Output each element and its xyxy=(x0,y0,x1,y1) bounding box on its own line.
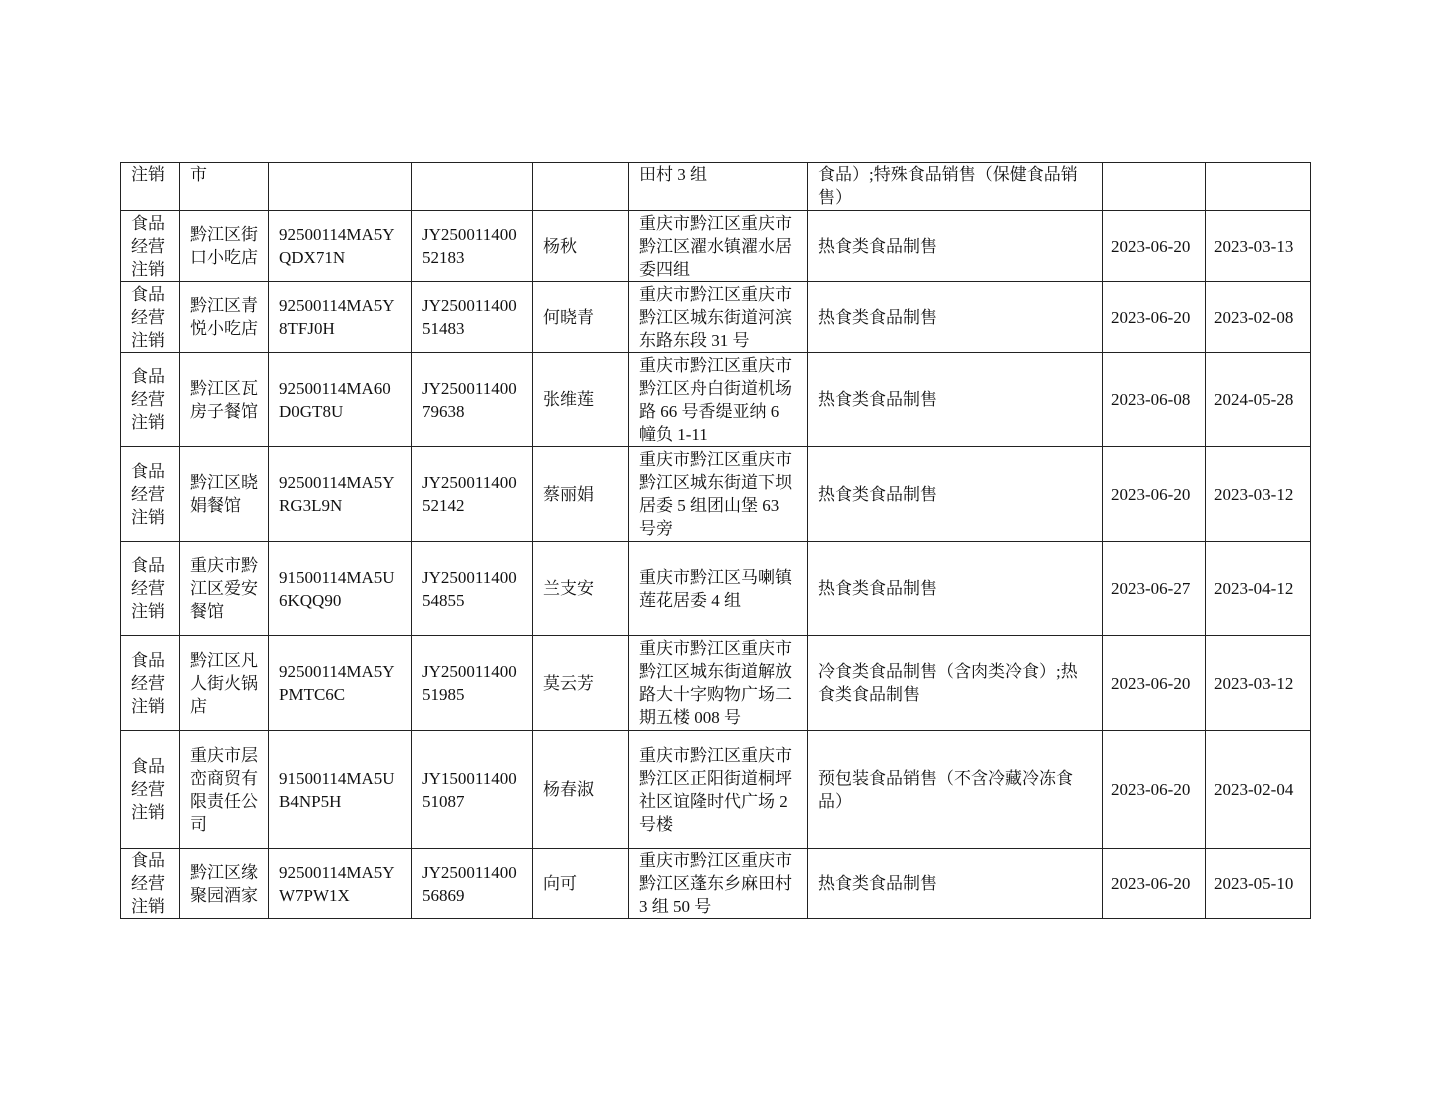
business-name-cell: 重庆市层峦商贸有限责任公司 xyxy=(180,731,269,849)
license-number-cell: JY25001140056869 xyxy=(412,849,533,919)
license-number-cell: JY15001140051087 xyxy=(412,731,533,849)
legal-person-cell: 何晓青 xyxy=(533,282,629,353)
address-cell: 重庆市黔江区重庆市黔江区城东街道下坝居委 5 组团山堡 63 号旁 xyxy=(629,447,808,542)
expiry-date-cell: 2023-02-04 xyxy=(1206,731,1311,849)
business-name-cell: 黔江区凡人街火锅店 xyxy=(180,636,269,731)
business-scope-cell: 热食类食品制售 xyxy=(808,353,1103,447)
business-scope-cell: 预包装食品销售（不含冷藏冷冻食品） xyxy=(808,731,1103,849)
credit-code-cell: 92500114MA5YW7PW1X xyxy=(269,849,412,919)
credit-code-cell: 92500114MA60D0GT8U xyxy=(269,353,412,447)
cancel-date-cell: 2023-06-27 xyxy=(1103,542,1206,636)
license-number-cell: JY25001140051483 xyxy=(412,282,533,353)
business-name-cell: 重庆市黔江区爱安餐馆 xyxy=(180,542,269,636)
business-scope-cell: 热食类食品制售 xyxy=(808,211,1103,282)
credit-code-cell: 91500114MA5UB4NP5H xyxy=(269,731,412,849)
cancel-date-cell: 2023-06-20 xyxy=(1103,636,1206,731)
table-row xyxy=(121,731,1311,849)
table-row xyxy=(121,542,1311,636)
operation-type-cell: 食品经营注销 xyxy=(121,849,180,919)
business-name-cell: 黔江区青悦小吃店 xyxy=(180,282,269,353)
cancel-date-cell xyxy=(1103,163,1206,211)
business-name-cell: 市 xyxy=(180,163,269,211)
table-row xyxy=(121,211,1311,282)
credit-code-cell: 92500114MA5Y8TFJ0H xyxy=(269,282,412,353)
license-cancellation-table xyxy=(120,162,1311,919)
table-row xyxy=(121,849,1311,919)
operation-type-cell: 食品经营注销 xyxy=(121,353,180,447)
license-number-cell: JY25001140054855 xyxy=(412,542,533,636)
operation-type-cell: 食品经营注销 xyxy=(121,447,180,542)
address-cell: 田村 3 组 xyxy=(629,163,808,211)
expiry-date-cell: 2024-05-28 xyxy=(1206,353,1311,447)
credit-code-cell: 92500114MA5YRG3L9N xyxy=(269,447,412,542)
credit-code-cell: 92500114MA5YPMTC6C xyxy=(269,636,412,731)
table-row xyxy=(121,163,1311,211)
cancel-date-cell: 2023-06-20 xyxy=(1103,211,1206,282)
address-cell: 重庆市黔江区马喇镇莲花居委 4 组 xyxy=(629,542,808,636)
business-scope-cell: 食品）;特殊食品销售（保健食品销售） xyxy=(808,163,1103,211)
legal-person-cell: 杨春淑 xyxy=(533,731,629,849)
business-scope-cell: 热食类食品制售 xyxy=(808,542,1103,636)
legal-person-cell: 莫云芳 xyxy=(533,636,629,731)
address-cell: 重庆市黔江区重庆市黔江区蓬东乡麻田村 3 组 50 号 xyxy=(629,849,808,919)
table-row xyxy=(121,636,1311,731)
expiry-date-cell: 2023-04-12 xyxy=(1206,542,1311,636)
expiry-date-cell: 2023-05-10 xyxy=(1206,849,1311,919)
table-row xyxy=(121,282,1311,353)
business-name-cell: 黔江区晓娟餐馆 xyxy=(180,447,269,542)
license-number-cell: JY25001140052142 xyxy=(412,447,533,542)
operation-type-cell: 食品经营注销 xyxy=(121,282,180,353)
address-cell: 重庆市黔江区重庆市黔江区城东街道解放路大十字购物广场二期五楼 008 号 xyxy=(629,636,808,731)
operation-type-cell: 食品经营注销 xyxy=(121,542,180,636)
cancel-date-cell: 2023-06-20 xyxy=(1103,447,1206,542)
address-cell: 重庆市黔江区重庆市黔江区舟白街道机场路 66 号香缇亚纳 6 幢负 1-11 xyxy=(629,353,808,447)
business-scope-cell: 冷食类食品制售（含肉类冷食）;热食类食品制售 xyxy=(808,636,1103,731)
cancel-date-cell: 2023-06-20 xyxy=(1103,849,1206,919)
expiry-date-cell xyxy=(1206,163,1311,211)
business-name-cell: 黔江区街口小吃店 xyxy=(180,211,269,282)
operation-type-cell: 食品经营注销 xyxy=(121,211,180,282)
operation-type-cell: 注销 xyxy=(121,163,180,211)
address-cell: 重庆市黔江区重庆市黔江区正阳街道桐坪社区谊隆时代广场 2 号楼 xyxy=(629,731,808,849)
expiry-date-cell: 2023-03-12 xyxy=(1206,636,1311,731)
business-name-cell: 黔江区缘聚园酒家 xyxy=(180,849,269,919)
table-row xyxy=(121,447,1311,542)
credit-code-cell xyxy=(269,163,412,211)
business-scope-cell: 热食类食品制售 xyxy=(808,849,1103,919)
license-number-cell xyxy=(412,163,533,211)
credit-code-cell: 91500114MA5U6KQQ90 xyxy=(269,542,412,636)
business-name-cell: 黔江区瓦房子餐馆 xyxy=(180,353,269,447)
license-number-cell: JY25001140079638 xyxy=(412,353,533,447)
expiry-date-cell: 2023-03-13 xyxy=(1206,211,1311,282)
address-cell: 重庆市黔江区重庆市黔江区濯水镇濯水居委四组 xyxy=(629,211,808,282)
legal-person-cell xyxy=(533,163,629,211)
legal-person-cell: 蔡丽娟 xyxy=(533,447,629,542)
expiry-date-cell: 2023-02-08 xyxy=(1206,282,1311,353)
expiry-date-cell: 2023-03-12 xyxy=(1206,447,1311,542)
legal-person-cell: 杨秋 xyxy=(533,211,629,282)
cancel-date-cell: 2023-06-08 xyxy=(1103,353,1206,447)
legal-person-cell: 张维莲 xyxy=(533,353,629,447)
cancel-date-cell: 2023-06-20 xyxy=(1103,282,1206,353)
credit-code-cell: 92500114MA5YQDX71N xyxy=(269,211,412,282)
table-row xyxy=(121,353,1311,447)
license-number-cell: JY25001140052183 xyxy=(412,211,533,282)
table-body xyxy=(121,163,1311,919)
operation-type-cell: 食品经营注销 xyxy=(121,636,180,731)
legal-person-cell: 兰支安 xyxy=(533,542,629,636)
address-cell: 重庆市黔江区重庆市黔江区城东街道河滨东路东段 31 号 xyxy=(629,282,808,353)
license-number-cell: JY25001140051985 xyxy=(412,636,533,731)
cancel-date-cell: 2023-06-20 xyxy=(1103,731,1206,849)
business-scope-cell: 热食类食品制售 xyxy=(808,447,1103,542)
legal-person-cell: 向可 xyxy=(533,849,629,919)
operation-type-cell: 食品经营注销 xyxy=(121,731,180,849)
business-scope-cell: 热食类食品制售 xyxy=(808,282,1103,353)
